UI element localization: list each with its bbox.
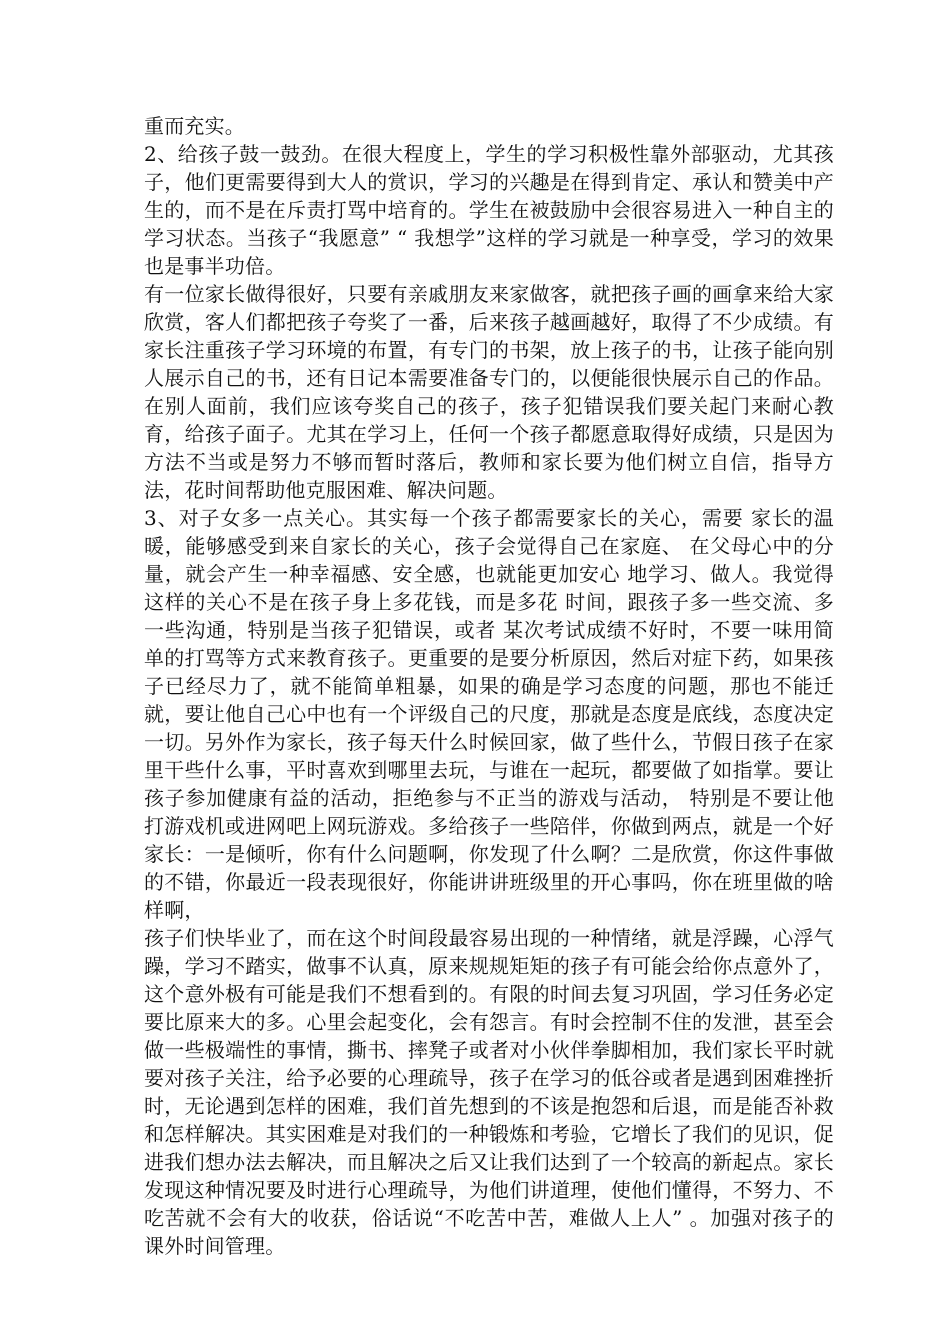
paragraph-parent-example: 有一位家长做得很好，只要有亲戚朋友来家做客，就把孩子画的画拿来给大家欣赏，客人们都把孩子夸奖了一番，后来孩子越画越好，取得了不少成绩。有家长注重孩子学习环境的布置，有专门的书架，放上孩子的书，让孩子能向别人展示自己的书，还有日记本需要准备专门的，以便能很快展示自己的作品。在别人面前，我们应该夸奖自己的孩子，孩子犯错误我们要关起门来耐心教育，给孩子面子。尤其在学习上，任何一个孩子都愿意取得好成绩，只是因为方法不当或是努力不够而暂时落后，教师和家长要为他们树立自信，指导方法，花时间帮助他克服困难、解决问题。 <box>144 282 834 502</box>
paragraph-continuation: 重而充实。 <box>144 114 245 138</box>
paragraph-encouragement: 2、给孩子鼓一鼓劲。在很大程度上，学生的学习积极性靠外部驱动，尤其孩子，他们更需要得到大人的赏识，学习的兴趣是在得到肯定、承认和赞美中产生的，而不是在斥责打骂中培育的。学生在被鼓励中会很容易进入一种自主的学习状态。当孩子“我愿意” “ 我想学”这样的学习就是一种享受，学习的效果也是事半功倍。 <box>144 142 834 278</box>
paragraph-graduation: 孩子们快毕业了，而在这个时间段最容易出现的一种情绪，就是浮躁，心浮气躁，学习不踏实，做事不认真，原来规规矩矩的孩子有可能会给你点意外了，这个意外极有可能是我们不想看到的。有限的时间去复习巩固，学习任务必定要比原来大的多。心里会起变化，会有怨言。有时会控制不住的发泄，甚至会做一些极端性的事情，撕书、摔凳子或者对小伙伴拳脚相加，我们家长平时就要对孩子关注，给予必要的心理疏导，孩子在学习的低谷或者是遇到困难挫折时，无论遇到怎样的困难，我们首先想到的不该是抱怨和后退，而是能否补救和怎样解决。其实困难是对我们的一种锻炼和考验，它增长了我们的见识，促进我们想办法去解决，而且解决之后又让我们达到了一个较高的新起点。家长发现这种情况要及时进行心理疏导，为他们讲道理，使他们懂得，不努力、不吃苦就不会有大的收获，俗话说“不吃苦中苦，难做人上人” 。加强对孩子的课外时间管理。 <box>144 926 834 1258</box>
document-page <box>144 112 834 1260</box>
paragraph-care: 3、对子女多一点关心。其实每一个孩子都需要家长的关心，需要 家长的温暖，能够感受到来自家长的关心，孩子会觉得自己在家庭、 在父母心中的分量，就会产生一种幸福感、安全感，也就能更加安心 地学习、做人。我觉得这样的关心不是在孩子身上多花钱，而是多花 时间，跟孩子多一些交流、多一些沟通，特别是当孩子犯错误，或者 某次考试成绩不好时，不要一味用简单的打骂等方式来教育孩子。更重要的是要分析原因，然后对症下药，如果孩子已经尽力了，就不能简单粗暴，如果的确是学习态度的问题，那也不能迁就，要让他自己心中也有一个评级自己的尺度，那就是态度是底线，态度决定一切。另外作为家长，孩子每天什么时候回家，做了些什么，节假日孩子在家里干些什么事，平时喜欢到哪里去玩，与谁在一起玩，都要做了如指掌。要让孩子参加健康有益的活动，拒绝参与不正当的游戏与活动， 特别是不要让他打游戏机或进网吧上网玩游戏。多给孩子一些陪伴，你做到两点，就是一个好家长：一是倾听，你有什么问题啊，你发现了什么啊？二是欣赏，你这件事做的不错，你最近一段表现很好，你能讲讲班级里的开心事吗，你在班里做的啥样啊， <box>144 506 834 922</box>
